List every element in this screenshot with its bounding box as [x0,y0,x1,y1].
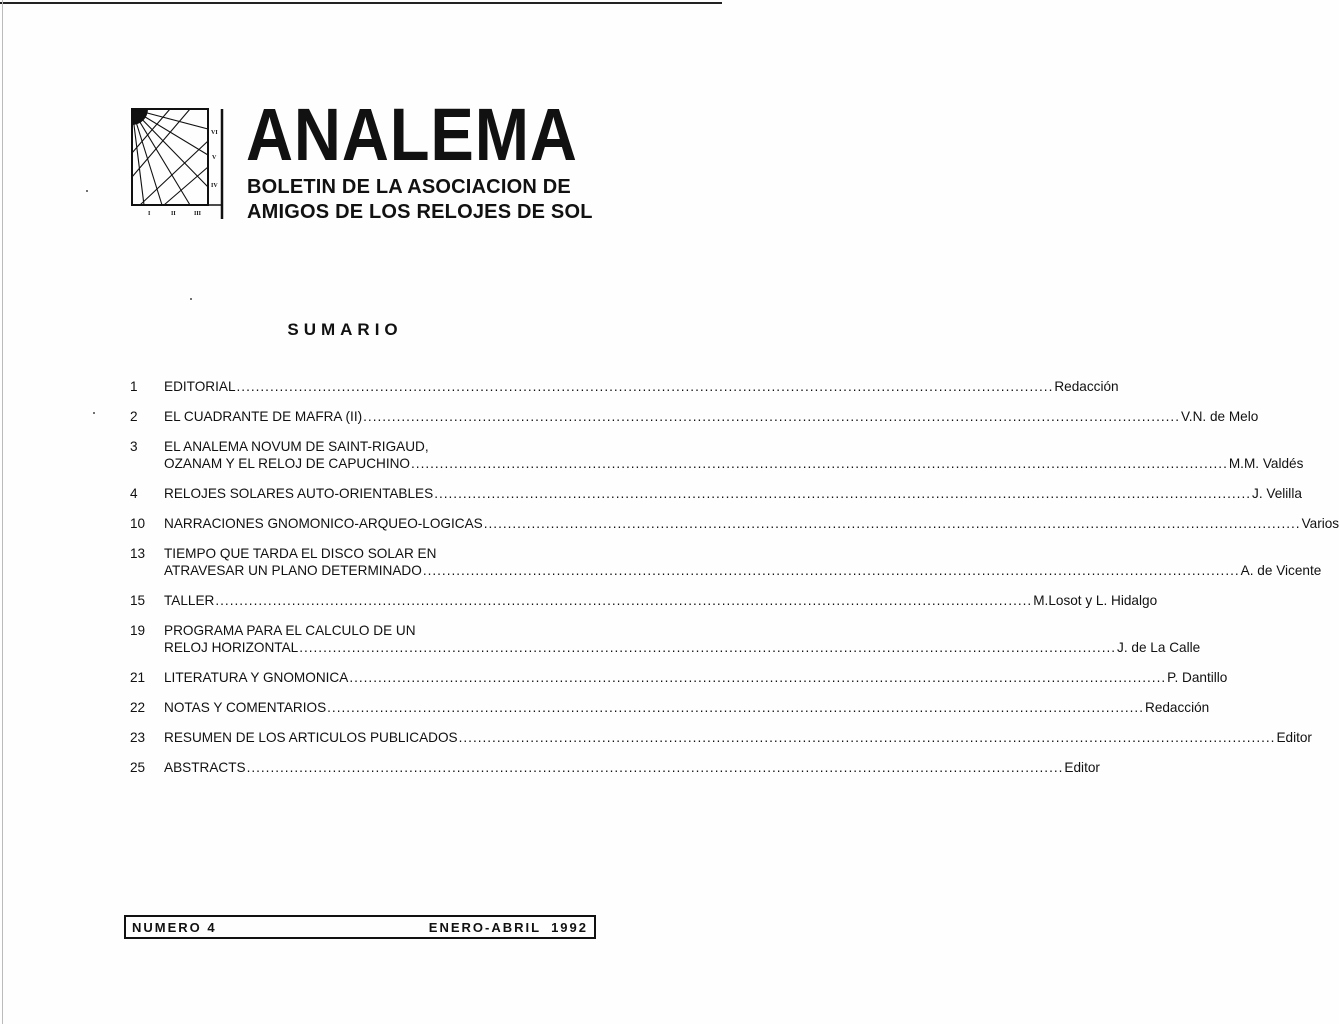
toc-entry [130,699,1210,716]
numeral-vi: VI [211,130,218,136]
scan-speck [93,412,95,414]
entry-title: EL ANALEMA NOVUM DE SAINT-RIGAUD, [164,439,429,454]
entry-author: J. de La Calle [1117,640,1201,655]
toc-entry [130,378,1119,395]
dot-leader [411,455,1228,472]
toc-entry [130,669,1228,686]
dot-leader [423,562,1240,579]
page-number: 19 [130,623,146,638]
dot-leader [215,592,1032,609]
entry-title: ABSTRACTS [164,760,246,775]
entry-author: M.M. Valdés [1228,456,1304,471]
numeral-i: I [148,211,151,217]
subtitle-line-1: BOLETIN DE LA ASOCIACION DE [247,176,571,198]
page-number: 13 [130,546,146,561]
entry-title: RELOJ HORIZONTAL [164,640,299,655]
page-number: 25 [130,760,146,775]
entry-title: NARRACIONES GNOMONICO-ARQUEO-LOGICAS [164,516,483,531]
entry-author: A. de Vicente [1240,563,1322,578]
numeral-iv: IV [211,183,218,189]
toc-entry [130,759,1100,776]
dot-leader [459,729,1276,746]
page-number: 23 [130,730,146,745]
dot-leader [327,699,1144,716]
page-number: 21 [130,670,146,685]
entry-title: PROGRAMA PARA EL CALCULO DE UN [164,623,416,638]
scan-speck [190,298,192,300]
dot-leader [299,639,1116,656]
entry-author: J. Velilla [1252,486,1302,501]
entry-author: P. Dantillo [1167,670,1228,685]
entry-author: Editor [1276,730,1312,745]
subtitle-line-2: AMIGOS DE LOS RELOJES DE SOL [247,201,593,223]
issue-year: 1992 [551,919,588,935]
dot-leader [363,408,1180,425]
dot-leader [237,378,1054,395]
page-number: 2 [130,409,138,424]
journal-title: ANALEMA [246,93,578,176]
entry-title: NOTAS Y COMENTARIOS [164,700,327,715]
page-number: 3 [130,439,138,454]
page-number: 22 [130,700,146,715]
table-of-contents [130,378,1339,789]
entry-author: Editor [1064,760,1100,775]
toc-entry [130,485,1302,502]
entry-title: OZANAM Y EL RELOJ DE CAPUCHINO [164,456,411,471]
entry-title: EDITORIAL [164,379,236,394]
entry-title: EL CUADRANTE DE MAFRA (II) [164,409,363,424]
scan-speck [86,190,88,192]
numeral-v: V [212,155,217,161]
numeral-ii: II [171,211,176,217]
sundial-icon [130,107,226,219]
toc-entry [130,438,1304,472]
entry-author: M.Losot y L. Hidalgo [1033,593,1158,608]
page-number: 15 [130,593,146,608]
toc-entry [130,545,1322,579]
toc-entry [130,622,1201,656]
numeral-iii: III [194,211,202,217]
entry-title: RESUMEN DE LOS ARTICULOS PUBLICADOS [164,730,458,745]
entry-title: TIEMPO QUE TARDA EL DISCO SOLAR EN [164,546,437,561]
entry-author: Redacción [1145,700,1210,715]
entry-author: Redacción [1054,379,1119,394]
entry-title: RELOJES SOLARES AUTO-ORIENTABLES [164,486,434,501]
toc-entry [130,592,1158,609]
entry-author: V.N. de Melo [1180,409,1259,424]
toc-entry [130,408,1259,425]
issue-footer [124,915,596,939]
page-number: 4 [130,486,138,501]
contents-heading: SUMARIO [287,320,403,339]
page-number: 10 [130,516,146,531]
entry-title: ATRAVESAR UN PLANO DETERMINADO [164,563,422,578]
page-edge [2,0,3,1024]
entry-title: LITERATURA Y GNOMONICA [164,670,349,685]
entry-title: TALLER [164,593,215,608]
entry-author: Varios [1301,516,1339,531]
page-number: 1 [130,379,138,394]
issue-number: NUMERO 4 [132,919,217,935]
journal-subtitle [247,175,593,225]
dot-leader [434,485,1251,502]
dot-leader [484,515,1301,532]
toc-entry [130,729,1312,746]
dot-leader [247,759,1064,776]
toc-entry [130,515,1339,532]
top-rule [0,2,722,4]
issue-period: ENERO-ABRIL [428,919,542,935]
dot-leader [349,669,1166,686]
